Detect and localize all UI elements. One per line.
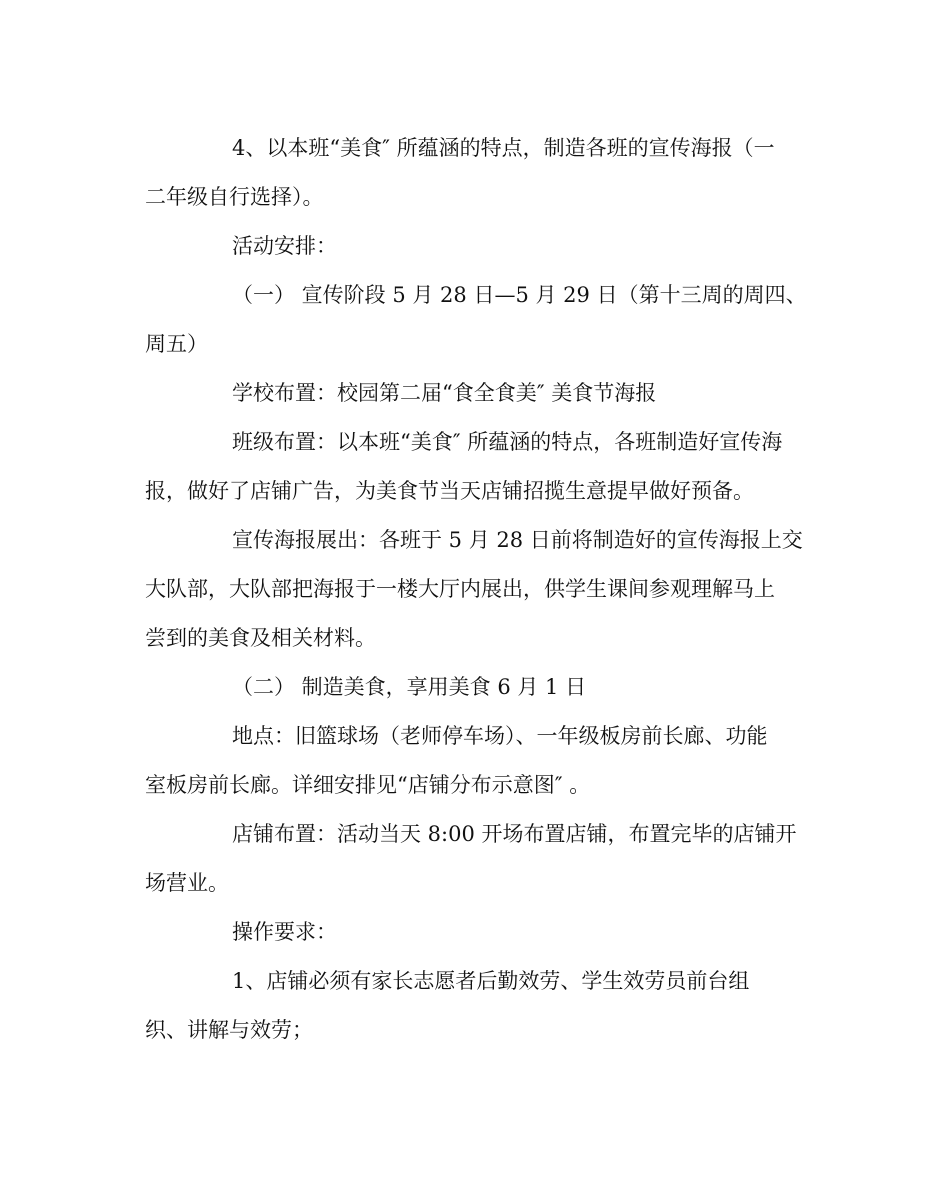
paragraph-line: （二） 制造美食，享用美食 6 月 1 日 xyxy=(232,675,587,699)
paragraph-line: 班级布置：以本班“美食″ 所蕴涵的特点，各班制造好宣传海 xyxy=(232,430,783,454)
paragraph-line: 周五） xyxy=(145,332,208,356)
paragraph-line: 宣传海报展出：各班于 5 月 28 日前将制造好的宣传海报上交 xyxy=(232,528,803,552)
paragraph-line: 店铺布置：活动当天 8:00 开场布置店铺，布置完毕的店铺开 xyxy=(232,822,797,846)
paragraph-line: 场营业。 xyxy=(145,871,229,895)
section-heading: 操作要求： xyxy=(232,920,337,944)
paragraph-line: 织、讲解与效劳； xyxy=(145,1018,313,1042)
paragraph-line: 学校布置：校园第二届“食全食美″ 美食节海报 xyxy=(232,381,657,405)
paragraph-line: （一） 宣传阶段 5 月 28 日—5 月 29 日（第十三周的周四、 xyxy=(232,283,807,307)
paragraph-line: 大队部，大队部把海报于一楼大厅内展出，供学生课间参观理解马上 xyxy=(145,577,775,601)
paragraph-line: 地点：旧篮球场（老师停车场）、一年级板房前长廊、功能 xyxy=(232,724,768,748)
paragraph-line: 1、店铺必须有家长志愿者后勤效劳、学生效劳员前台组 xyxy=(232,969,750,993)
section-heading: 活动安排： xyxy=(232,234,337,258)
paragraph-line: 报，做好了店铺广告，为美食节当天店铺招揽生意提早做好预备。 xyxy=(145,479,754,503)
paragraph-line: 室板房前长廊。详细安排见“店铺分布示意图″ 。 xyxy=(145,773,591,797)
paragraph-line: 二年级自行选择）。 xyxy=(145,185,324,209)
paragraph-line: 尝到的美食及相关材料。 xyxy=(145,626,376,650)
paragraph-line: 4、以本班“美食″ 所蕴涵的特点，制造各班的宣传海报（一 xyxy=(232,136,775,160)
